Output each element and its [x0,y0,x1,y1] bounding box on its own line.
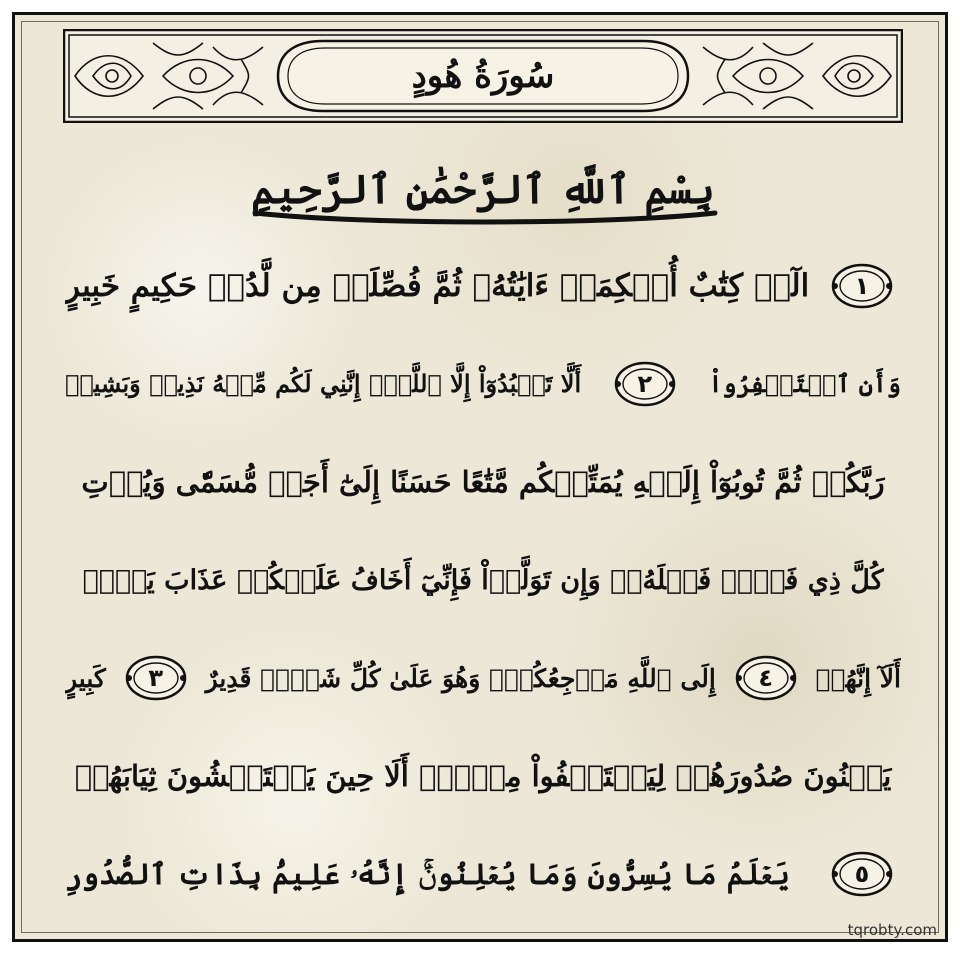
verse-line [65,237,901,335]
verse-text: رَبَّكُمۡ ثُمَّ تُوبُوٓاْ إِلَيۡهِ يُمَتِّعۡكُم مَّتَٰعًا حَسَنًا إِلَىٰٓ أَجَلٖ مُّسَمّٗى وَيُؤۡتِ [81,464,885,499]
verse-text: وَأَنِ ٱسۡتَغۡفِرُواْ [708,369,901,398]
verse-text: كَبِيرٍ [65,663,106,693]
verse-line [65,531,901,629]
mushaf-page [12,12,948,942]
ayah-number: ٢ [637,370,653,398]
surah-title: سُورَةُ هُودٍ [411,56,555,96]
verse-text: أَلَّا تَعۡبُدُوٓاْ إِلَّا ٱللَّهَۚ إِنَّنِي لَكُم مِّنۡهُ نَذِيرٞ وَبَشِيرٞ [65,369,582,398]
ayah-marker [829,849,895,899]
ayah-marker [612,359,678,409]
verse-text: يَثۡنُونَ صُدُورَهُمۡ لِيَسۡتَخۡفُواْ مِنۡهُۚ أَلَا حِينَ يَسۡتَغۡشُونَ ثِيَابَهُمۡ [74,758,892,793]
surah-header-frame [63,29,903,123]
verse-line [65,335,901,433]
verse-text: يَعۡلَمُ مَا يُسِرُّونَ وَمَا يُعۡلِنُونَۚ إِنَّهُۥ عَلِيمُۢ بِذَاتِ ٱلصُّدُورِ [65,856,790,891]
verse-line [65,433,901,531]
basmala-flourish-icon [245,207,725,227]
ayah-marker [123,653,189,703]
ayah-marker [733,653,799,703]
verse-line [65,727,901,825]
ayah-number: ٥ [854,860,870,888]
basmala: بِسْمِ ٱللَّهِ ٱلرَّحْمَٰنِ ٱلرَّحِيمِ [251,166,715,213]
verses-block [65,237,901,923]
verse-line [65,825,901,923]
verse-text: إِلَى ٱللَّهِ مَرۡجِعُكُمۡۖ وَهُوَ عَلَىٰ كُلِّ شَيۡءٖ قَدِيرٌ [205,663,716,693]
watermark: tqrobty.com [847,921,937,939]
ayah-number: ٣ [148,664,164,692]
ayah-number: ٤ [758,664,774,692]
verse-text: الٓرۚ كِتَٰبٌ أُحۡكِمَتۡ ءَايَٰتُهُۥ ثُمَّ فُصِّلَتۡ مِن لَّدُنۡ حَكِيمٍ خَبِيرٍ [65,267,810,304]
ayah-marker [829,261,895,311]
verse-line [65,629,901,727]
ayah-number: ١ [854,272,870,300]
verse-text: كُلَّ ذِي فَضۡلٖ فَضۡلَهُۥۖ وَإِن تَوَلَّوۡاْ فَإِنِّيٓ أَخَافُ عَلَيۡكُمۡ عَذَابَ يَوۡمٖ [82,564,884,596]
verse-text: أَلَآ إِنَّهُمۡ [815,663,901,693]
